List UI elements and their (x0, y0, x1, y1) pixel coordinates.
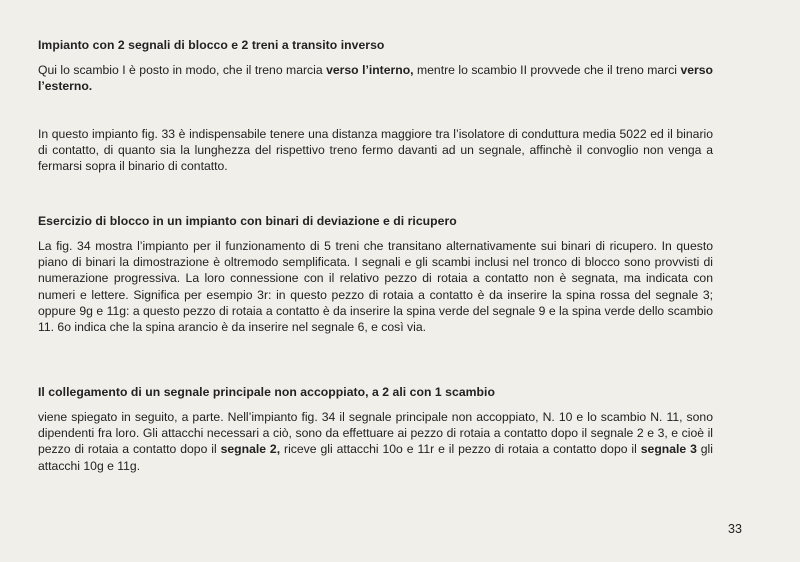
bold-text-verso-esterno: verso l’esterno. (38, 63, 714, 94)
bold-text-verso-interno: verso l’interno, (326, 63, 414, 77)
text-run: mentre lo scambio II provvede che il treno marci (413, 63, 681, 77)
paragraph-collegamento (38, 409, 713, 474)
section-heading-esercizio-blocco: Esercizio di blocco in un impianto con binari di deviazione e di ricupero (38, 214, 457, 228)
paragraph-scambio (38, 62, 713, 94)
paragraph-fig34: La fig. 34 mostra l’impianto per il funzionamento di 5 treni che transitano alternativamente sui binari di ricupero. In questo piano di binari la dimostrazione è oltremodo semplificata. I segnali e gli scambi inclusi nel tronco di blocco sono provvisti di numerazione progressiva. La loro connessione con il relativo pezzo di rotaia a contatto non è segnata, ma indicata con numeri e lettere. Significa per esempio 3r: in questo pezzo di rotaia a contatto è da inserire la spina rossa del segnale 3; oppure 9g e 11g: a questo pezzo di rotaia a contatto è da inserire la spina verde del segnale 9 e la spina verde dello scambio 11. 6o indica che la spina arancio è da inserire nel segnale 6, e così via. (38, 239, 713, 335)
bold-text-segnale-2: segnale 2, (220, 442, 281, 457)
section-heading-transito-inverso: Impianto con 2 segnali di blocco e 2 treni a transito inverso (38, 38, 385, 52)
text-run: Qui lo scambio I è posto in modo, che il treno marcia (38, 63, 327, 77)
bold-text-segnale-3: segnale 3 (640, 442, 697, 457)
paragraph-isolatore: In questo impianto fig. 33 è indispensabile tenere una distanza maggiore tra l’isolatore di conduttura media 5022 ed il binario di contatto, di quanto sia la lunghezza del rispettivo treno fermo davanti ad un segnale, affinchè il convoglio non venga a fermarsi sopra il binario di contatto. (38, 127, 713, 174)
section-heading-segnale-principale: Il collegamento di un segnale principale non accoppiato, a 2 ali con 1 scambio (38, 385, 495, 399)
page-number: 33 (728, 522, 742, 536)
text-run: riceve gli attacchi 10o e 11r e il pezzo di rotaia a contatto dopo il (280, 442, 641, 457)
text-run: viene spiegato in seguito, a parte. Nell’impianto fig. 34 il segnale principale non accoppiato, N. 10 e lo scambio N. 11, sono dipendenti fra loro. Gli attacchi necessari a ciò, sono da effettuare ai pezzo di rotaia a contatto dopo il segnale 2 e 3, e cioè il pezzo di rotaia a contatto dopo il (38, 410, 713, 457)
text-run: gli attacchi 10g e 11g. (38, 442, 713, 473)
